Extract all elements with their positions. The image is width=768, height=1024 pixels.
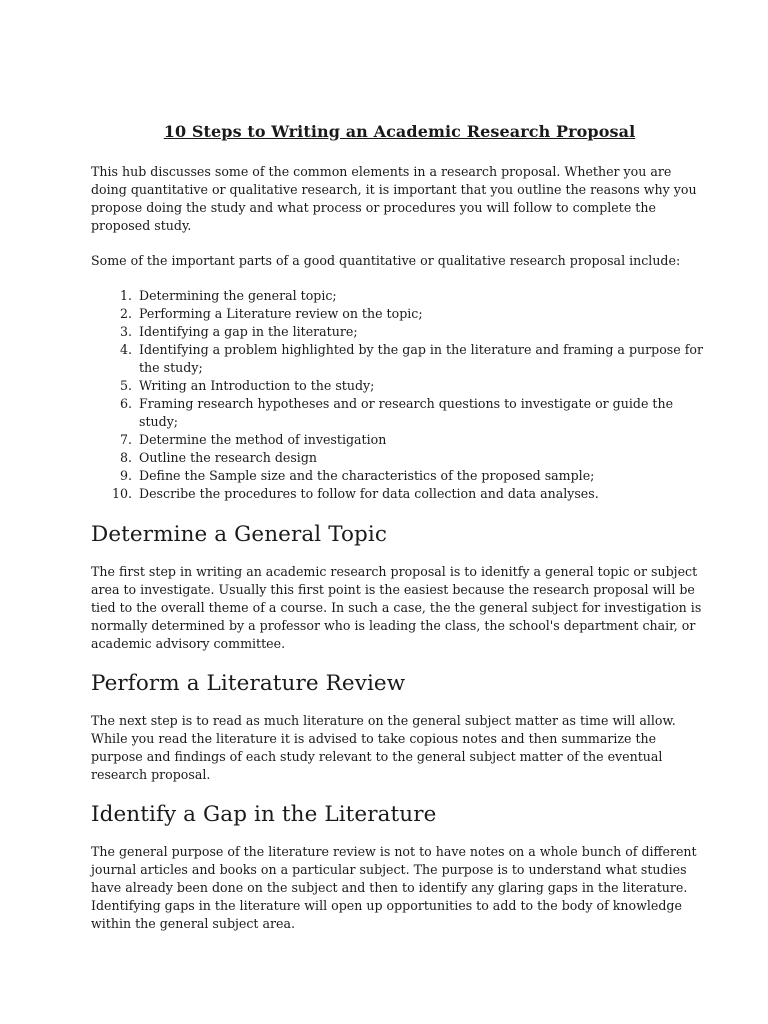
section-heading-literature-review: Perform a Literature Review: [91, 671, 406, 696]
steps-list: [91, 287, 708, 503]
section-body-literature-review: The next step is to read as much literature on the general subject matter as time will allow. While you read the literature it is advised to take copious notes and then summarize the purpose and findings of each study relevant to the general subject matter of the eventual research proposal.: [91, 713, 676, 782]
section-body-general-topic: The first step in writing an academic research proposal is to idenitfy a general topic or subject area to investigate. Usually this first point is the easiest because the research proposal will be tied to the overall theme of a course. In such a case, the the general subject for investigation is normally determined by a professor who is leading the class, the school's department chair, or academic advisory committee.: [91, 564, 702, 651]
list-item: 4. Identifying a problem highlighted by the gap in the literature and framing a purpose for the study;: [136, 341, 708, 377]
intro-paragraph: This hub discusses some of the common elements in a research proposal. Whether you are doing quantitative or qualitative research, it is important that you outline the reasons why you propose doing the study and what process or procedures you will follow to complete the proposed study.: [91, 164, 697, 233]
section-heading-gap: Identify a Gap in the Literature: [91, 802, 437, 827]
list-item: 8. Outline the research design: [136, 449, 708, 467]
section-heading-general-topic: Determine a General Topic: [91, 522, 387, 547]
list-item: 7. Determine the method of investigation: [136, 431, 708, 449]
list-item: 3. Identifying a gap in the literature;: [136, 323, 708, 341]
list-intro-paragraph: Some of the important parts of a good quantitative or qualitative research proposal include:: [91, 253, 681, 268]
section-body-gap: The general purpose of the literature review is not to have notes on a whole bunch of different journal articles and books on a particular subject. The purpose is to understand what studies have already been done on the subject and then to identify any glaring gaps in the literature. Identifying gaps in the literature will open up opportunities to add to the body of knowledge within the general subject area.: [91, 844, 697, 931]
list-item: 2. Performing a Literature review on the topic;: [136, 305, 708, 323]
list-item: 10. Describe the procedures to follow for data collection and data analyses.: [136, 485, 708, 503]
document-title: 10 Steps to Writing an Academic Research Proposal: [163, 122, 636, 141]
list-item: 6. Framing research hypotheses and or research questions to investigate or guide the study;: [136, 395, 708, 431]
list-item: 5. Writing an Introduction to the study;: [136, 377, 708, 395]
list-item: 1. Determining the general topic;: [136, 287, 708, 305]
list-item: 9. Define the Sample size and the characteristics of the proposed sample;: [136, 467, 708, 485]
